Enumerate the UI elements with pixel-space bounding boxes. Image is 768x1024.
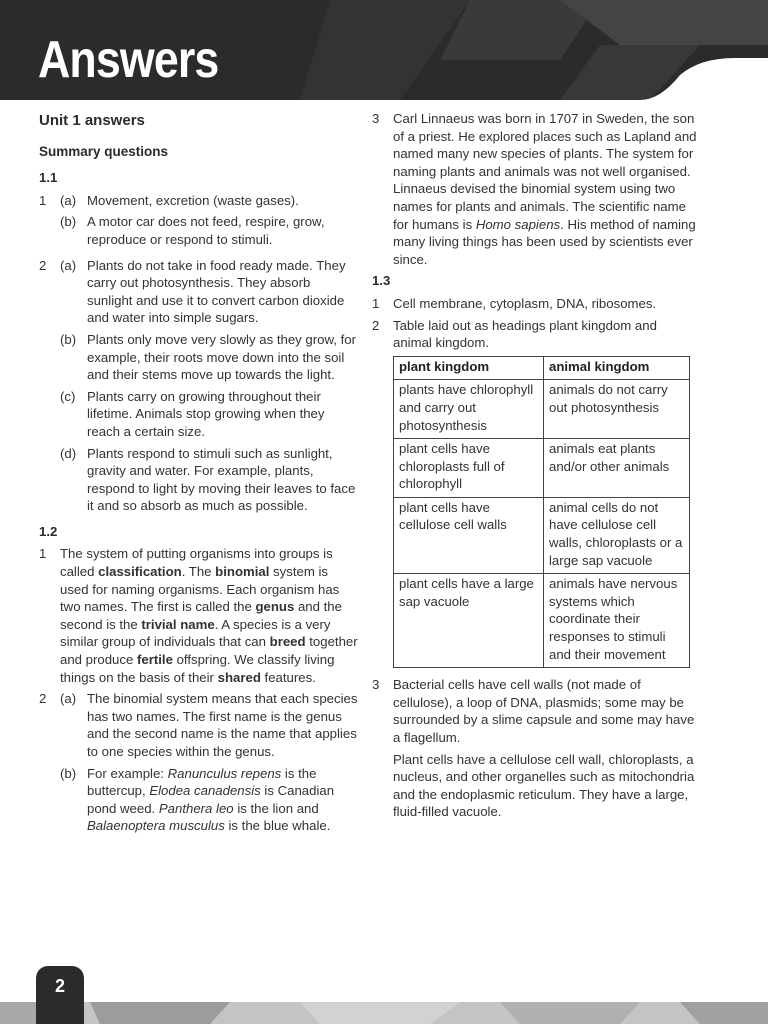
part-label: (b) xyxy=(60,214,77,230)
table-cell: animals have nervous systems which coordinate their responses to stimuli and their movement xyxy=(544,574,690,668)
answer-text: is Canadian pond weed. xyxy=(87,783,335,816)
table-header-row xyxy=(394,356,690,380)
question-body xyxy=(393,676,697,821)
key-term: binomial xyxy=(215,564,270,580)
table-row xyxy=(394,574,690,668)
answer-part xyxy=(60,331,359,384)
section-heading-1-2: 1.2 xyxy=(39,523,58,539)
answer-part xyxy=(60,445,359,515)
unit-heading: Unit 1 answers xyxy=(39,112,145,129)
part-label: (b) xyxy=(60,331,77,347)
answer-part xyxy=(60,388,359,441)
part-label: (a) xyxy=(60,691,77,707)
question-1-3-2 xyxy=(372,317,697,352)
part-text: Plants do not take in food ready made. They carry out photosynthesis. They absorb sunlight and use it to convert carbon dioxide and water into simple sugars. xyxy=(87,257,346,326)
question-number: 2 xyxy=(372,317,380,333)
species-name: Balaenoptera musculus xyxy=(87,818,225,834)
answer-part xyxy=(60,765,359,835)
answer-text: . The xyxy=(181,564,216,580)
part-text: Plants only move very slowly as they grow, for example, their roots move down into the soil and their stems move up towards the light. xyxy=(87,331,356,383)
question-body xyxy=(60,192,359,253)
answer-text: . His method of naming many living things has been used by scientists ever since. xyxy=(393,216,696,267)
answer-part xyxy=(60,192,359,210)
answer-text: together and produce xyxy=(60,634,358,668)
left-column xyxy=(39,110,359,843)
question-1-3-3 xyxy=(372,676,697,821)
column-header: plant kingdom xyxy=(394,356,544,380)
answer-text: is the blue whale. xyxy=(224,818,331,834)
question-1-3-1 xyxy=(372,295,697,313)
part-label: (b) xyxy=(60,765,77,781)
part-label: (a) xyxy=(60,257,77,273)
answer-text: is the buttercup, xyxy=(87,765,317,799)
species-name: Elodea canadensis xyxy=(149,783,261,799)
answer-text: features. xyxy=(260,669,316,685)
section-heading-1-3: 1.3 xyxy=(372,273,391,289)
question-1-1-2 xyxy=(39,257,359,519)
page-number: 2 xyxy=(36,966,84,1024)
question-body xyxy=(60,257,359,519)
answer-text: . A species is a very similar group of individuals that can xyxy=(60,616,331,650)
answer-part xyxy=(60,257,359,327)
right-column xyxy=(372,110,697,825)
answer-part xyxy=(60,213,359,248)
answer-text: offspring. We classify living things on the basis of their xyxy=(60,652,335,685)
question-body: Cell membrane, cytoplasm, DNA, ribosomes. xyxy=(393,295,657,311)
question-1-1-1 xyxy=(39,192,359,253)
part-text: Plants respond to stimuli such as sunlight, gravity and water. For example, plants, respond to light by moving their leaves to face it and so absorb as much as possible. xyxy=(87,445,356,514)
question-number: 2 xyxy=(39,257,47,273)
answer-text: Carl Linnaeus was born in 1707 in Sweden, the son of a priest. He explored places such as Lapland and named many new species of plants. The system for naming plants and animals was not well organised. Linnaeus devised the binomial system using two names for plants and animals. The scientific name for humans is xyxy=(393,111,697,232)
key-term: classification xyxy=(98,564,182,580)
table-cell: plants have chlorophyll and carry out photosynthesis xyxy=(394,380,544,439)
question-number: 1 xyxy=(39,546,47,562)
table-cell: animal cells do not have cellulose cell walls, chloroplasts or a large sap vacuole xyxy=(544,497,690,573)
question-number: 1 xyxy=(39,192,47,208)
column-header: animal kingdom xyxy=(544,356,690,380)
answer-text: For example: xyxy=(87,765,168,781)
part-label: (a) xyxy=(60,192,77,208)
table-cell: animals eat plants and/or other animals xyxy=(544,439,690,498)
table-row xyxy=(394,497,690,573)
question-number: 1 xyxy=(372,295,380,311)
question-number: 2 xyxy=(39,691,47,707)
question-number: 3 xyxy=(372,111,380,126)
part-text: Plants carry on growing throughout their lifetime. Animals stop growing when they reach a certain size. xyxy=(87,388,325,439)
species-name: Panthera leo xyxy=(158,800,234,816)
table-cell: plant cells have chloroplasts full of chlorophyll xyxy=(394,439,544,498)
section-heading-1-1: 1.1 xyxy=(39,170,58,186)
question-1-2-2 xyxy=(39,690,359,839)
table-cell: animals do not carry out photosynthesis xyxy=(544,380,690,439)
summary-questions-heading: Summary questions xyxy=(39,143,169,159)
question-body: Table laid out as headings plant kingdom and animal kingdom. xyxy=(393,317,657,351)
question-body xyxy=(60,545,359,686)
question-1-2-1 xyxy=(39,545,359,686)
part-text: Movement, excretion (waste gases). xyxy=(87,192,299,208)
page-header xyxy=(0,0,768,100)
part-label: (d) xyxy=(60,445,77,461)
answer-text: and the second is the xyxy=(60,599,342,632)
table-row xyxy=(394,439,690,498)
table-cell: plant cells have a large sap vacuole xyxy=(394,574,544,668)
part-text: The binomial system means that each species has two names. The first name is the genus and the second name is the name that applies to one species within the genus. xyxy=(87,691,358,759)
table-row xyxy=(394,380,690,439)
question-number: 3 xyxy=(372,677,380,693)
species-name: Homo sapiens xyxy=(475,216,561,232)
part-text: A motor car does not feed, respire, grow, reproduce or respond to stimuli. xyxy=(87,214,325,247)
answer-text: The system of putting organisms into groups is called xyxy=(60,546,333,580)
kingdom-comparison-table xyxy=(393,356,690,669)
answer-paragraph: Bacterial cells have cell walls (not made of cellulose), a loop of DNA, plasmids; some may be surrounded by a slime capsule and some may have a flagellum. xyxy=(393,677,695,745)
key-term: trivial name xyxy=(141,616,215,632)
answer-paragraph: Plant cells have a cellulose cell wall, chloroplasts, a nucleus, and other organelles such as mitochondria and the endoplasmic reticulum. They have a large, fluid-filled vacuole. xyxy=(393,751,695,820)
key-term: breed xyxy=(269,634,306,650)
key-term: shared xyxy=(217,669,261,685)
question-body xyxy=(393,110,697,268)
answer-text: system is used for naming organisms. Each organism has two names. The first is called the xyxy=(60,564,340,615)
question-1-2-3 xyxy=(372,110,697,268)
key-term: fertile xyxy=(137,652,173,668)
answer-text: is the lion and xyxy=(233,800,319,816)
table-cell: plant cells have cellulose cell walls xyxy=(394,497,544,573)
footer-band xyxy=(0,1002,768,1024)
answer-part xyxy=(60,690,359,760)
question-body xyxy=(60,690,359,839)
part-label: (c) xyxy=(60,388,76,404)
page-title: Answers xyxy=(38,31,219,89)
key-term: genus xyxy=(255,599,295,615)
part-text xyxy=(87,765,359,835)
species-name: Ranunculus repens xyxy=(167,765,282,781)
